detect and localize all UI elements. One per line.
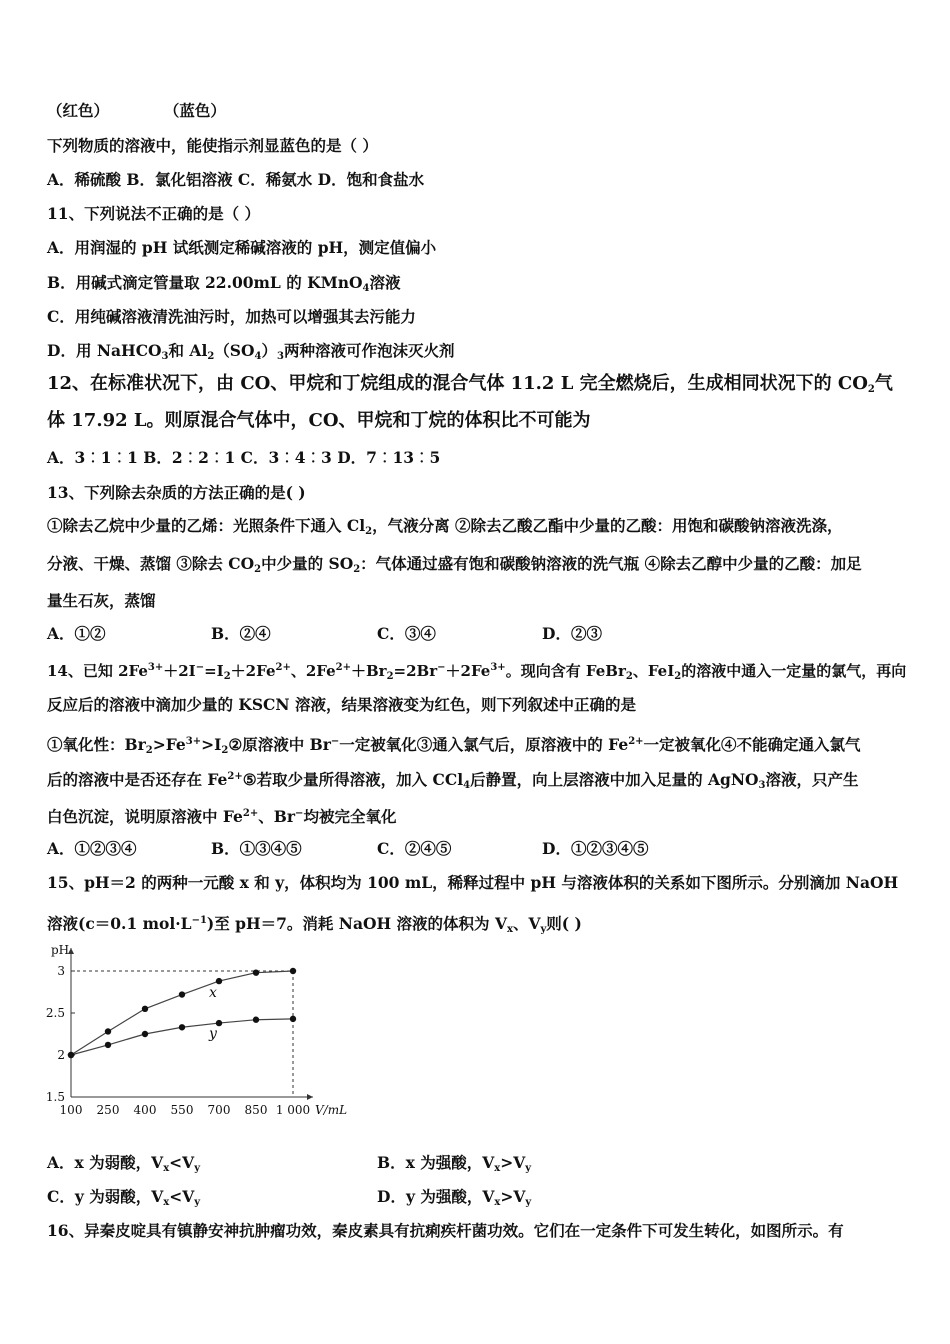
x-tick-label: 100 (59, 1103, 83, 1117)
question-13-item-line3: 量生石灰，蒸馏 (47, 591, 156, 610)
question-12-stem-line1: 12、在标准状况下，由 CO、甲烷和丁烷组成的混合气体 11.2 L 完全燃烧后，生成相同状况下的 $CO_2$气 (47, 373, 893, 395)
x-tick-label: 400 (133, 1103, 157, 1117)
x-tick-label: 250 (96, 1103, 120, 1117)
question-13-option-a: A．①② (47, 624, 106, 643)
red-color-label: （红色） (47, 101, 110, 120)
question-14-stem-line1: 14、已知 $2Fe^{3+}+2I^-=I_2+2Fe^{2+}$、$2Fe^{2+}+Br_2=2Br^-+2Fe^{3+}$。现向含有 FeBr$_2$、FeI$_2$的溶液中通入一定量的氯气，再向 (47, 662, 907, 682)
question-11-option-d: D．用 NaHCO$_3$和 $Al_2(SO_4)_3$两种溶液可作泡沫灭火剂 (47, 341, 455, 362)
data-point-y (142, 1031, 148, 1037)
question-14-option-c: C．②④⑤ (377, 839, 452, 858)
question-13-option-d: D．②③ (542, 624, 602, 643)
x-tick-label: 850 (244, 1103, 268, 1117)
question-15-option-b: B．x 为强酸，$V_x>V_y$ (377, 1153, 532, 1174)
question-16-stem: 16、异秦皮啶具有镇静安神抗肿瘤功效，秦皮素具有抗痢疾杆菌功效。它们在一定条件下可发生转化，如图所示。有 (47, 1221, 844, 1240)
question-14-option-b: B．①③④⑤ (211, 839, 302, 858)
data-point-x (105, 1028, 111, 1034)
data-point-y (179, 1024, 185, 1030)
question-11-option-a: A．用润湿的 pH 试纸测定稀碱溶液的 pH，测定值偏小 (47, 238, 437, 257)
question-12-stem-line2: 体 17.92 L。则原混合气体中，CO、甲烷和丁烷的体积比不可能为 (47, 410, 591, 431)
indicator-colors (47, 101, 226, 121)
x-tick-label: 700 (207, 1103, 231, 1117)
question-15-option-a: A．x 为弱酸，$V_x<V_y$ (47, 1153, 200, 1174)
question-13-item-line1: ①除去乙烷中少量的乙烯：光照条件下通入 $Cl_2$，气液分离 ②除去乙酸乙酯中少量的乙酸：用饱和碳酸钠溶液洗涤， (47, 516, 843, 537)
data-point-y (290, 1016, 296, 1022)
data-point-x (290, 968, 296, 974)
series-label-y: y (209, 1026, 217, 1043)
question-10-stem: 下列物质的溶液中，能使指示剂显蓝色的是（ ） (47, 136, 378, 155)
question-13-item-line2: 分液、干燥、蒸馏 ③除去 $CO_2$中少量的 $SO_2$：气体通过盛有饱和碳酸钠溶液的洗气瓶 ④除去乙醇中少量的乙酸：加足 (47, 554, 862, 575)
data-point-x (216, 978, 222, 984)
ph-dilution-chart (44, 940, 348, 1120)
data-point-y (253, 1017, 259, 1023)
question-14-option-d: D．①②③④⑤ (542, 839, 649, 858)
question-15-stem-line2: 溶液(c＝0.1 $mol\cdot L^{-1}$)至 pH＝7。消耗 NaOH 溶液的体积为 $V_x$、$V_y$则( ) (47, 914, 582, 935)
question-14-item-line1: ①氧化性：$Br_2>Fe^{3+}>I_2②$原溶液中 Br−一定被氧化③通入氯气后，原溶液中的 $Fe^{2+}$一定被氧化④不能确定通入氯气 (47, 735, 861, 756)
data-point-x (179, 991, 185, 997)
question-15-option-c: C．y 为弱酸，$V_x<V_y$ (47, 1187, 201, 1208)
y-axis-label: pH (51, 943, 70, 957)
series-label-x: x (209, 985, 217, 1002)
question-10-options: A．稀硫酸 B．氯化铝溶液 C．稀氨水 D．饱和食盐水 (47, 170, 425, 189)
series-line-x (71, 971, 293, 1055)
question-11-option-b: B．用碱式滴定管量取 22.00mL 的 KMnO$_4$溶液 (47, 273, 401, 294)
question-15-stem-line1: 15、pH＝2 的两种一元酸 x 和 y，体积均为 100 mL，稀释过程中 pH 与溶液体积的关系如下图所示。分别滴加 NaOH (47, 873, 899, 892)
x-tick-label: 550 (170, 1103, 194, 1117)
question-13-option-c: C．③④ (377, 624, 436, 643)
question-12-options: A．3︰1︰1 B．2︰2︰1 C．3︰4︰3 D．7︰13︰5 (47, 448, 441, 467)
question-11-option-c: C．用纯碱溶液清洗油污时，加热可以增强其去污能力 (47, 307, 416, 326)
question-15-option-d: D．y 为强酸，$V_x>V_y$ (377, 1187, 532, 1208)
blue-color-label: （蓝色） (163, 101, 226, 120)
question-14-item-line3: 白色沉淀，说明原溶液中 $Fe^{2+}$、Br−均被完全氧化 (47, 807, 397, 826)
y-tick-label: 3 (57, 964, 65, 978)
question-14-item-line2: 后的溶液中是否还存在 $Fe^{2+}⑤$若取少量所得溶液，加入 CCl$_4$后静置，向上层溶液中加入足量的 AgNO$_3$溶液，只产生 (47, 770, 859, 791)
y-tick-label: 1.5 (45, 1090, 65, 1104)
question-11-stem: 11、下列说法不正确的是（ ） (47, 204, 260, 223)
question-14-option-a: A．①②③④ (47, 839, 137, 858)
y-tick-label: 2 (57, 1048, 65, 1062)
question-13-option-b: B．②④ (211, 624, 271, 643)
data-point-x (253, 969, 259, 975)
data-point-y (68, 1052, 74, 1058)
x-axis-arrow (307, 1094, 313, 1100)
data-point-y (105, 1042, 111, 1048)
y-tick-label: 2.5 (45, 1006, 65, 1020)
question-14-stem-line2: 反应后的溶液中滴加少量的 KSCN 溶液，结果溶液变为红色，则下列叙述中正确的是 (47, 695, 636, 714)
x-tick-label: 1 000 (275, 1103, 311, 1117)
data-point-x (142, 1006, 148, 1012)
x-axis-label: V/mL (315, 1103, 348, 1117)
question-13-stem: 13、下列除去杂质的方法正确的是( ) (47, 483, 306, 502)
